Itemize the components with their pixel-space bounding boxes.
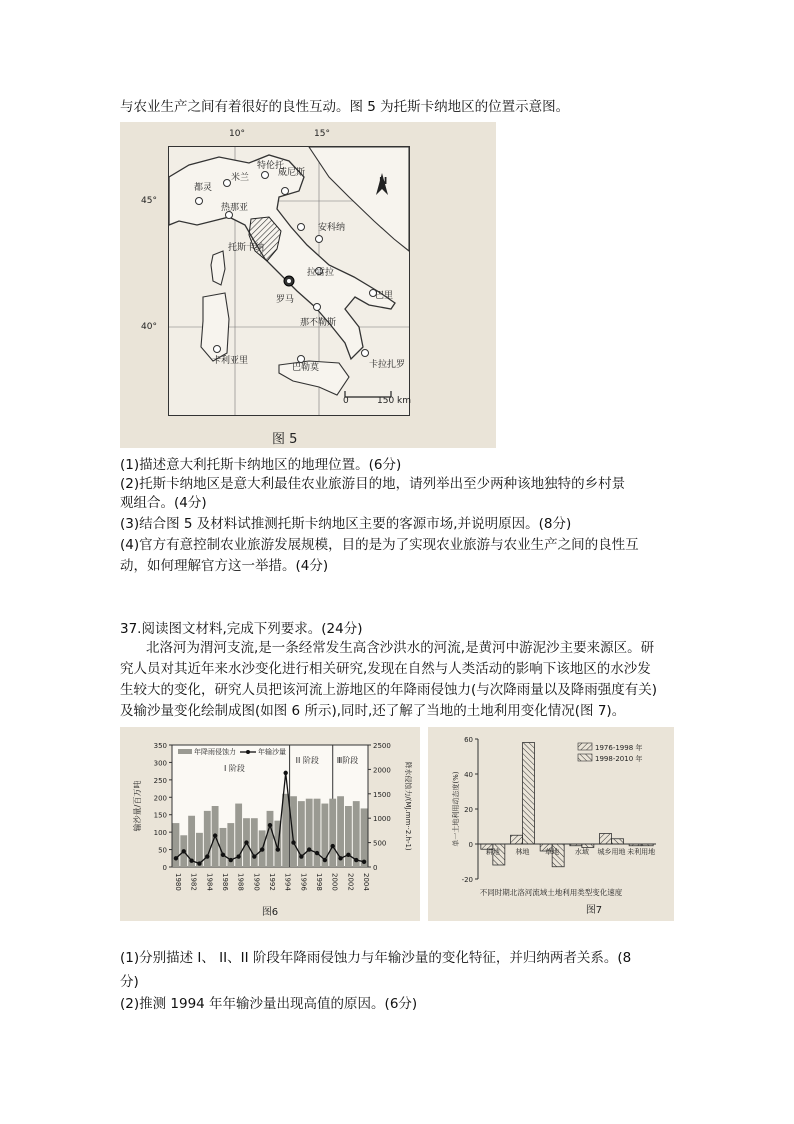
north-label: N — [379, 176, 388, 187]
sediment-point — [229, 858, 233, 862]
legend-label-sediment: 年输沙量 — [258, 748, 286, 756]
figure-6-chart — [120, 727, 420, 921]
city-label-cagliari: 卡利亚里 — [212, 356, 249, 366]
city-label-catanzaro: 卡拉扎罗 — [369, 360, 406, 370]
city-label-turin: 都灵 — [194, 183, 213, 193]
sediment-point — [346, 853, 350, 857]
q36-item-1: (1)描述意大利托斯卡纳地区的地理位置。(6分) — [120, 457, 402, 473]
city-marker-trento — [262, 172, 269, 179]
legend-label-1976: 1976-1998 年 — [595, 744, 643, 752]
ylabel-left: 输沙量/百万吨 — [133, 780, 142, 832]
balkan-coast — [309, 147, 409, 251]
sediment-point — [307, 847, 311, 851]
city-marker-ancona — [316, 236, 323, 243]
city-marker-venice — [282, 188, 289, 195]
yleft-tick-label: 300 — [153, 759, 167, 768]
x-tick-label: 1984 — [205, 873, 214, 891]
x-tick-label: 1992 — [268, 873, 276, 891]
landuse-bar — [641, 844, 653, 846]
sediment-point — [221, 853, 225, 857]
x-tick-label: 2004 — [362, 873, 371, 891]
city-label-milan: 米兰 — [231, 173, 250, 183]
figure-5-caption: 图 5 — [272, 432, 298, 447]
city-marker-naples — [314, 304, 321, 311]
scale-label-0: 0 — [343, 396, 349, 406]
city-label-trento: 特伦托 — [257, 161, 285, 171]
x-tick-label: 1998 — [315, 873, 324, 891]
erosivity-bar — [282, 794, 289, 867]
q36-item-3: (3)结合图 5 及材料试推测托斯卡纳地区主要的客源市场,并说明原因。(8分) — [120, 516, 572, 532]
sediment-point — [291, 840, 295, 844]
lat-label-40: 40° — [141, 322, 157, 332]
erosivity-bar — [361, 808, 368, 867]
y-tick-label: -20 — [461, 876, 473, 884]
sediment-point — [252, 854, 256, 858]
figure-7-title: 不同时期北洛河流域土地利用类型变化速度 — [479, 888, 623, 897]
sediment-point — [260, 847, 264, 851]
yright-tick-label: 2500 — [373, 742, 391, 750]
x-tick-label: 1980 — [173, 873, 182, 891]
q37-item-1-cont: 分) — [120, 974, 139, 990]
yright-tick-label: 0 — [373, 864, 378, 872]
category-label: 水域 — [574, 848, 589, 856]
stage-label-2: II 阶段 — [295, 756, 319, 765]
legend-swatch-erosivity — [178, 749, 192, 754]
ylabel-right: 降水侵蚀力/(MJ.mm··2.h-1) — [404, 761, 412, 851]
sediment-point — [236, 854, 240, 858]
category-label: 城乡用地 — [597, 848, 626, 856]
stage-label-3: Ⅲ阶段 — [336, 756, 359, 765]
y-tick-label: 60 — [464, 736, 473, 744]
erosivity-bar — [314, 799, 321, 867]
city-label-bari: 巴里 — [375, 291, 394, 301]
y-tick-label: 0 — [468, 841, 473, 849]
figure-7-chart — [428, 727, 674, 921]
q37-item-1: (1)分别描述 I、 II、II 阶段年降雨侵蚀力与年输沙量的变化特征，并归纳两者关系。(8 — [120, 950, 632, 966]
q36-item-2-cont: 观组合。(4分) — [120, 495, 207, 511]
q37-para-line-4: 及输沙量变化绘制成图(如图 6 所示),同时,还了解了当地的土地利用变化情况(图 7)。 — [120, 703, 626, 719]
erosivity-bar — [353, 801, 360, 867]
erosivity-bar — [329, 799, 336, 867]
yleft-tick-label: 350 — [153, 742, 167, 750]
erosivity-bar — [267, 811, 274, 867]
x-tick-label: 1994 — [283, 873, 292, 891]
q36-item-2: (2)托斯卡纳地区是意大利最佳农业旅游目的地，请列举出至少两种该地独特的乡村景 — [120, 476, 626, 492]
city-label-palermo: 巴勒莫 — [292, 363, 320, 373]
landuse-bar — [600, 834, 612, 845]
legend-swatch-sediment-dot — [246, 750, 250, 754]
yleft-tick-label: 150 — [153, 811, 167, 820]
x-tick-label: 2000 — [330, 873, 339, 891]
lat-label-45: 45° — [141, 196, 157, 206]
category-label: 未利用地 — [627, 848, 656, 856]
y-tick-label: 20 — [464, 806, 473, 814]
q36-item-4: (4)官方有意控制农业旅游发展规模，目的是为了实现农业旅游与农业生产之间的良性互 — [120, 537, 639, 553]
x-tick-label: 1988 — [236, 873, 245, 891]
city-label-venice: 威尼斯 — [278, 168, 306, 178]
city-marker-cagliari — [214, 346, 221, 353]
lon-label-15: 15° — [314, 129, 330, 139]
city-label-tuscany: 托斯卡纳 — [228, 243, 265, 253]
sediment-point — [362, 860, 366, 864]
landuse-bar — [582, 844, 594, 848]
landuse-bar — [570, 844, 582, 846]
sediment-point — [283, 771, 287, 775]
intro-text: 与农业生产之间有着很好的良性互动。图 5 为托斯卡纳地区的位置示意图。 — [120, 99, 570, 115]
category-label: 林地 — [515, 848, 530, 856]
sediment-point — [205, 854, 209, 858]
x-tick-label: 1990 — [252, 873, 261, 891]
ylabel: 单一土地利用动态度(%) — [452, 771, 460, 847]
sediment-point — [338, 856, 342, 860]
sediment-point — [213, 833, 217, 837]
scale-label-150: 150 km — [377, 396, 412, 406]
sediment-point — [299, 854, 303, 858]
lon-label-10: 10° — [229, 129, 245, 139]
q37-title: 37.阅读图文材料,完成下列要求。(24分) — [120, 621, 363, 637]
yleft-tick-label: 0 — [162, 864, 167, 872]
erosivity-bar — [251, 818, 258, 867]
legend-label-erosivity: 年降雨侵蚀力 — [194, 748, 236, 756]
q37-para-line-3: 生较大的变化，研究人员把该河流上游地区的年降雨侵蚀力(与次降雨量以及降雨强度有关) — [120, 682, 658, 698]
y-tick-label: 40 — [464, 771, 473, 779]
sediment-point — [331, 844, 335, 848]
city-label-genoa: 热那亚 — [221, 203, 249, 213]
sediment-point — [323, 858, 327, 862]
q37-item-2: (2)推测 1994 年年输沙量出现高值的原因。(6分) — [120, 996, 418, 1012]
yleft-tick-label: 200 — [153, 794, 167, 803]
yright-tick-label: 1000 — [373, 815, 391, 824]
x-tick-label: 1996 — [299, 873, 308, 891]
erosivity-bar — [290, 796, 297, 867]
landuse-bar — [511, 835, 523, 844]
q36-item-4-cont: 动，如何理解官方这一举措。(4分) — [120, 558, 329, 574]
stage-label-1: I 阶段 — [224, 764, 245, 773]
erosivity-bar — [345, 806, 352, 867]
city-label-lareila: 拉雷拉 — [307, 268, 335, 278]
figure-6-caption: 图6 — [261, 907, 279, 918]
figure-6 — [120, 727, 420, 921]
sediment-point — [174, 856, 178, 860]
legend-swatch-1976 — [578, 743, 592, 750]
sediment-point — [315, 851, 319, 855]
city-label-ancona: 安科纳 — [318, 223, 346, 233]
sediment-point — [182, 849, 186, 853]
city-label-naples: 那不勒斯 — [300, 318, 337, 328]
x-tick-label: 1982 — [189, 873, 198, 891]
landuse-bar — [629, 844, 641, 846]
landuse-bar — [523, 743, 535, 845]
legend-swatch-1998 — [578, 754, 592, 761]
x-tick-label: 1986 — [220, 873, 229, 891]
yright-tick-label: 1500 — [373, 790, 391, 799]
sediment-point — [189, 859, 193, 863]
sediment-point — [354, 858, 358, 862]
category-label: 草地 — [545, 848, 560, 856]
figure-7-caption: 图7 — [585, 905, 603, 916]
yright-tick-label: 500 — [373, 839, 387, 848]
city-marker-extra — [298, 224, 305, 231]
city-label-rome: 罗马 — [276, 295, 295, 305]
sediment-point — [244, 840, 248, 844]
city-marker-turin — [196, 198, 203, 205]
yleft-tick-label: 250 — [153, 776, 167, 785]
sediment-point — [268, 823, 272, 827]
city-marker-milan — [224, 180, 231, 187]
yleft-tick-label: 50 — [158, 846, 167, 855]
city-marker-catanzaro — [362, 350, 369, 357]
yright-tick-label: 2000 — [373, 766, 391, 775]
erosivity-bar — [306, 799, 313, 867]
sediment-point — [276, 847, 280, 851]
corsica — [211, 251, 225, 285]
legend-label-1998: 1998-2010 年 — [595, 755, 643, 763]
x-tick-label: 2002 — [346, 873, 355, 891]
q37-para-line-1: 北洛河为渭河支流,是一条经常发生高含沙洪水的河流,是黄河中游泥沙主要来源区。研 — [146, 640, 655, 656]
figure-7 — [428, 727, 674, 921]
landuse-bar — [612, 839, 624, 844]
category-label: 耕地 — [485, 848, 500, 856]
yleft-tick-label: 100 — [153, 829, 167, 838]
q37-para-line-2: 究人员对其近年来水沙变化进行相关研究,发现在自然与人类活动的影响下该地区的水沙发 — [120, 661, 651, 677]
sediment-point — [197, 861, 201, 865]
